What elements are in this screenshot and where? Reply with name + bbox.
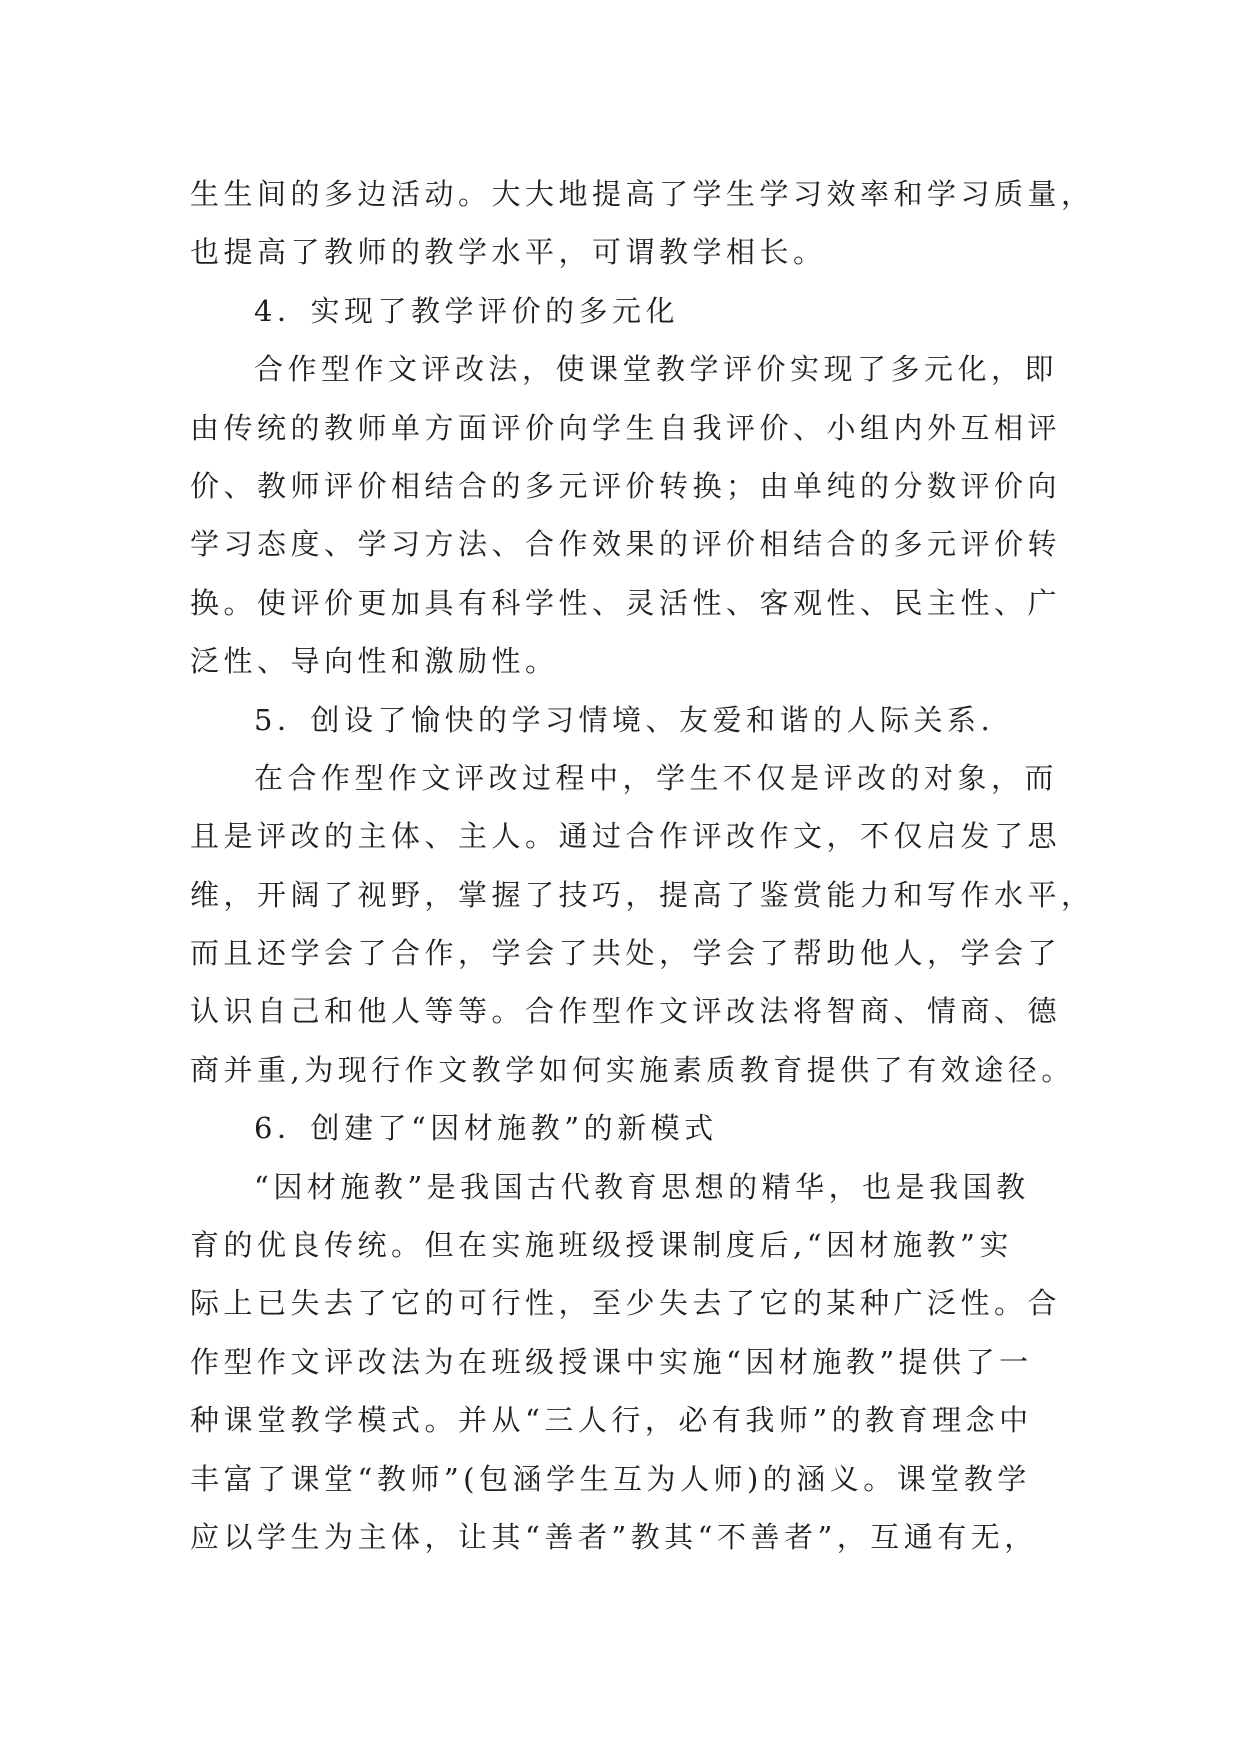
text-line: 作型作文评改法为在班级授课中实施“因材施教”提供了一	[190, 1344, 1033, 1379]
text-line: 丰富了课堂“教师”(包涵学生互为人师)的涵义。课堂教学	[190, 1461, 1031, 1496]
text-line: 维，开阔了视野，掌握了技巧，提高了鉴赏能力和写作水平，	[190, 877, 1095, 912]
text-line: 种课堂教学模式。并从“三人行，必有我师”的教育理念中	[190, 1403, 1033, 1438]
text-line: 泛性、导向性和激励性。	[190, 644, 559, 679]
text-line: “因材施教”是我国古代教育思想的精华，也是我国教	[254, 1169, 1030, 1204]
body-text	[190, 165, 1095, 1566]
text-line: 应以学生为主体，让其“善者”教其“不善者”，互通有无，	[190, 1519, 1038, 1554]
text-line: 换。使评价更加具有科学性、灵活性、客观性、民主性、广	[190, 585, 1062, 620]
text-line: 育的优良传统。但在实施班级授课制度后,“因材施教”实	[190, 1228, 1013, 1263]
text-line: 合作型作文评改法，使课堂教学评价实现了多元化，即	[254, 352, 1059, 387]
text-line: 生生间的多边活动。大大地提高了学生学习效率和学习质量，	[190, 177, 1095, 211]
text-line: 由传统的教师单方面评价向学生自我评价、小组内外互相评	[190, 410, 1062, 445]
text-line: 学习态度、学习方法、合作效果的评价相结合的多元评价转	[190, 527, 1062, 562]
text-line: 而且还学会了合作，学会了共处，学会了帮助他人，学会了	[190, 936, 1062, 971]
text-line: 商并重,为现行作文教学如何实施素质教育提供了有效途径。	[190, 1052, 1075, 1087]
text-line: 际上已失去了它的可行性，至少失去了它的某种广泛性。合	[190, 1286, 1062, 1321]
text-line: 且是评改的主体、主人。通过合作评改作文，不仅启发了思	[190, 819, 1062, 854]
text-line: 在合作型作文评改过程中，学生不仅是评改的对象，而	[254, 760, 1059, 795]
text-line: 也提高了教师的教学水平，可谓教学相长。	[190, 235, 827, 270]
text-line: 价、教师评价相结合的多元评价转换；由单纯的分数评价向	[190, 468, 1062, 503]
section-heading-6: 6．创建了“因材施教”的新模式	[254, 1111, 718, 1146]
section-heading-5: 5．创设了愉快的学习情境、友爱和谐的人际关系.	[254, 702, 995, 737]
section-heading-4: 4．实现了教学评价的多元化	[254, 293, 679, 328]
text-line: 认识自己和他人等等。合作型作文评改法将智商、情商、德	[190, 994, 1062, 1029]
